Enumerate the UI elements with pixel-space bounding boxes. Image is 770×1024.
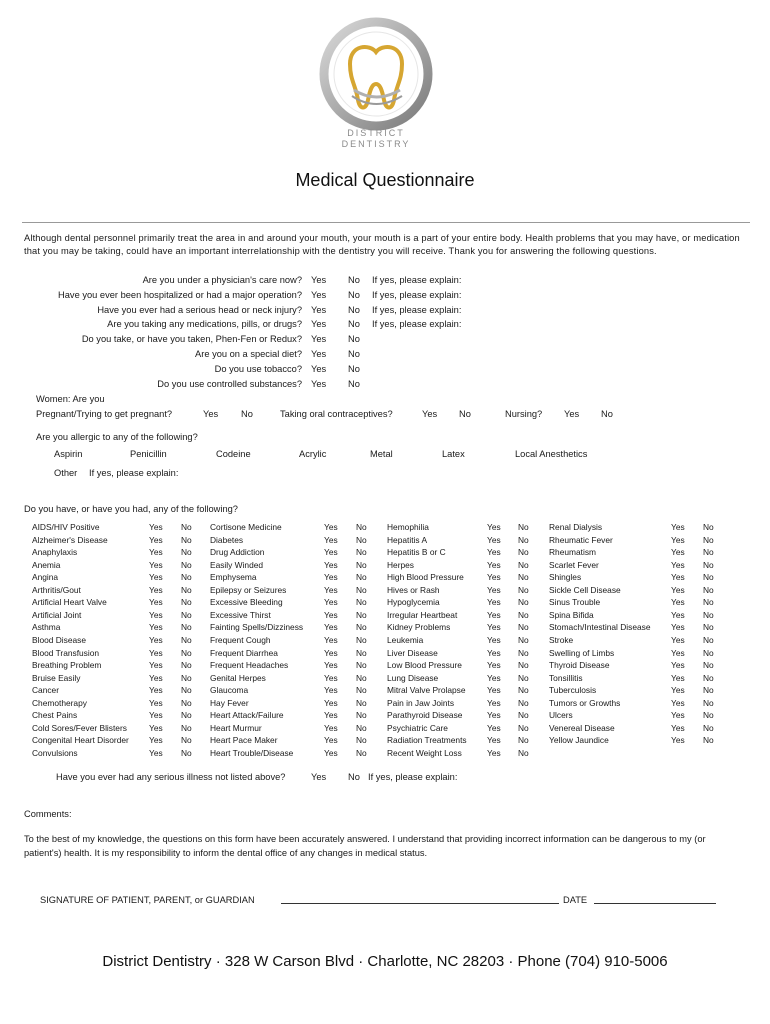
condition-yes[interactable]: Yes bbox=[671, 534, 685, 545]
condition-yes[interactable]: Yes bbox=[149, 522, 163, 532]
condition-no[interactable]: No bbox=[518, 672, 529, 683]
condition-item: Cold Sores/Fever Blisters bbox=[32, 722, 127, 733]
condition-yes[interactable]: Yes bbox=[671, 685, 685, 696]
condition-item: Diabetes bbox=[210, 534, 244, 545]
page-title: Medical Questionnaire bbox=[295, 170, 475, 190]
question-explain: If yes, please explain: bbox=[372, 289, 462, 300]
question-explain: If yes, please explain: bbox=[372, 319, 462, 330]
women-contraceptives-no[interactable]: No bbox=[459, 409, 471, 419]
condition-item: Hives or Rash bbox=[387, 584, 440, 595]
allergy-explain: If yes, please explain: bbox=[89, 468, 179, 478]
condition-item: Leukemia bbox=[387, 634, 424, 645]
condition-item: Recent Weight Loss bbox=[387, 747, 462, 758]
condition-no[interactable]: No bbox=[356, 597, 367, 608]
condition-yes[interactable]: Yes bbox=[487, 685, 501, 696]
condition-item: Blood Transfusion bbox=[32, 647, 100, 658]
condition-no[interactable]: No bbox=[518, 697, 529, 708]
allergies-heading: Are you allergic to any of the following? bbox=[36, 432, 198, 442]
condition-no[interactable]: No bbox=[518, 634, 529, 645]
condition-no[interactable]: No bbox=[181, 722, 192, 733]
condition-yes[interactable]: Yes bbox=[149, 747, 163, 758]
condition-no[interactable]: No bbox=[518, 710, 529, 721]
question-yes[interactable]: Yes bbox=[311, 349, 327, 359]
condition-yes[interactable]: Yes bbox=[149, 647, 163, 658]
condition-no[interactable]: No bbox=[703, 597, 714, 608]
condition-yes[interactable]: Yes bbox=[487, 572, 501, 583]
date-line[interactable] bbox=[594, 903, 716, 904]
condition-no[interactable]: No bbox=[356, 735, 367, 746]
conditions-heading: Do you have, or have you had, any of the following? bbox=[24, 504, 238, 514]
condition-no[interactable]: No bbox=[356, 534, 367, 545]
condition-yes[interactable]: Yes bbox=[324, 722, 338, 733]
allergy-item[interactable]: Metal bbox=[370, 449, 393, 459]
condition-item: Easily Winded bbox=[210, 559, 264, 570]
condition-no[interactable]: No bbox=[703, 534, 714, 545]
condition-no[interactable]: No bbox=[356, 522, 367, 532]
condition-no[interactable]: No bbox=[703, 522, 714, 532]
condition-item: Irregular Heartbeat bbox=[387, 609, 458, 620]
condition-yes[interactable]: Yes bbox=[671, 722, 685, 733]
condition-item: Ulcers bbox=[549, 710, 573, 721]
condition-yes[interactable]: Yes bbox=[487, 634, 501, 645]
women-pregnant-no[interactable]: No bbox=[241, 409, 253, 419]
serious-illness-no[interactable]: No bbox=[348, 772, 360, 782]
condition-item: Arthritis/Gout bbox=[32, 584, 81, 595]
condition-no[interactable]: No bbox=[703, 622, 714, 633]
question-no[interactable]: No bbox=[348, 289, 360, 300]
condition-item: Asthma bbox=[32, 622, 61, 633]
condition-no[interactable]: No bbox=[518, 747, 529, 758]
condition-item: Anemia bbox=[32, 559, 61, 570]
condition-no[interactable]: No bbox=[356, 609, 367, 620]
allergy-item[interactable]: Codeine bbox=[216, 449, 251, 459]
question-yes[interactable]: Yes bbox=[311, 378, 327, 389]
condition-no[interactable]: No bbox=[518, 609, 529, 620]
allergy-other[interactable]: Other bbox=[54, 468, 78, 478]
condition-yes[interactable]: Yes bbox=[324, 710, 338, 721]
condition-yes[interactable]: Yes bbox=[324, 572, 338, 583]
condition-yes[interactable]: Yes bbox=[149, 559, 163, 570]
women-pregnant-yes[interactable]: Yes bbox=[203, 409, 219, 419]
condition-item: Psychiatric Care bbox=[387, 722, 448, 733]
condition-item: Chest Pains bbox=[32, 710, 78, 721]
condition-yes[interactable]: Yes bbox=[487, 747, 501, 758]
condition-item: Pain in Jaw Joints bbox=[387, 697, 455, 708]
condition-yes[interactable]: Yes bbox=[324, 660, 338, 671]
condition-no[interactable]: No bbox=[356, 660, 367, 671]
condition-yes[interactable]: Yes bbox=[324, 522, 338, 532]
condition-item: Sinus Trouble bbox=[549, 597, 601, 608]
condition-item: Yellow Jaundice bbox=[549, 735, 609, 746]
condition-no[interactable]: No bbox=[703, 735, 714, 746]
condition-no[interactable]: No bbox=[356, 584, 367, 595]
women-heading: Women: Are you bbox=[36, 394, 105, 404]
condition-yes[interactable]: Yes bbox=[671, 647, 685, 658]
question-no[interactable]: No bbox=[348, 319, 360, 330]
condition-no[interactable]: No bbox=[518, 559, 529, 570]
condition-no[interactable]: No bbox=[518, 722, 529, 733]
question-no[interactable]: No bbox=[348, 304, 360, 315]
allergy-item[interactable]: Latex bbox=[442, 449, 465, 459]
condition-yes[interactable]: Yes bbox=[149, 672, 163, 683]
condition-no[interactable]: No bbox=[518, 735, 529, 746]
condition-yes[interactable]: Yes bbox=[671, 522, 685, 532]
condition-yes[interactable]: Yes bbox=[324, 534, 338, 545]
condition-no[interactable]: No bbox=[181, 697, 192, 708]
women-contraceptives-yes[interactable]: Yes bbox=[422, 409, 438, 419]
condition-no[interactable]: No bbox=[356, 747, 367, 758]
condition-item: Frequent Cough bbox=[210, 634, 271, 645]
tooth-logo-icon bbox=[310, 16, 442, 134]
condition-item: Artificial Heart Valve bbox=[32, 597, 107, 608]
condition-yes[interactable]: Yes bbox=[671, 697, 685, 708]
condition-yes[interactable]: Yes bbox=[324, 622, 338, 633]
condition-item: Hay Fever bbox=[210, 697, 249, 708]
question-text: Do you use tobacco? bbox=[214, 363, 302, 374]
question-no[interactable]: No bbox=[348, 275, 360, 285]
condition-no[interactable]: No bbox=[356, 647, 367, 658]
condition-no[interactable]: No bbox=[356, 634, 367, 645]
question-explain: If yes, please explain: bbox=[372, 275, 462, 285]
question-no[interactable]: No bbox=[348, 363, 360, 374]
question-text: Do you use controlled substances? bbox=[157, 378, 302, 389]
condition-yes[interactable]: Yes bbox=[671, 622, 685, 633]
allergy-item[interactable]: Aspirin bbox=[54, 449, 83, 459]
condition-yes[interactable]: Yes bbox=[487, 710, 501, 721]
question-text: Do you take, or have you taken, Phen-Fen or Redux? bbox=[81, 334, 302, 345]
condition-no[interactable]: No bbox=[356, 685, 367, 696]
condition-item: Chemotherapy bbox=[32, 697, 87, 708]
condition-item: Kidney Problems bbox=[387, 622, 451, 633]
question-yes[interactable]: Yes bbox=[311, 319, 327, 330]
condition-item: Liver Disease bbox=[387, 647, 438, 658]
condition-yes[interactable]: Yes bbox=[671, 597, 685, 608]
condition-no[interactable]: No bbox=[181, 597, 192, 608]
condition-yes[interactable]: Yes bbox=[671, 672, 685, 683]
condition-yes[interactable]: Yes bbox=[671, 559, 685, 570]
condition-no[interactable]: No bbox=[518, 597, 529, 608]
condition-item: Low Blood Pressure bbox=[387, 660, 462, 671]
condition-yes[interactable]: Yes bbox=[487, 622, 501, 633]
condition-yes[interactable]: Yes bbox=[149, 534, 163, 545]
condition-item: Shingles bbox=[549, 572, 582, 583]
condition-yes[interactable]: Yes bbox=[149, 634, 163, 645]
condition-item: Heart Murmur bbox=[210, 722, 262, 733]
condition-item: Thyroid Disease bbox=[549, 660, 610, 671]
condition-yes[interactable]: Yes bbox=[487, 609, 501, 620]
signature-label: SIGNATURE OF PATIENT, PARENT, or GUARDIAN bbox=[40, 895, 255, 905]
condition-yes[interactable]: Yes bbox=[324, 559, 338, 570]
condition-item: Fainting Spells/Dizziness bbox=[210, 622, 304, 633]
condition-yes[interactable]: Yes bbox=[149, 547, 163, 558]
condition-no[interactable]: No bbox=[518, 584, 529, 595]
condition-yes[interactable]: Yes bbox=[671, 634, 685, 645]
condition-item: Anaphylaxis bbox=[32, 547, 78, 558]
question-yes[interactable]: Yes bbox=[311, 275, 327, 285]
condition-no[interactable]: No bbox=[181, 735, 192, 746]
condition-item: AIDS/HIV Positive bbox=[32, 522, 100, 532]
condition-no[interactable]: No bbox=[181, 547, 192, 558]
condition-no[interactable]: No bbox=[518, 685, 529, 696]
condition-no[interactable]: No bbox=[181, 747, 192, 758]
condition-item: Frequent Diarrhea bbox=[210, 647, 278, 658]
condition-no[interactable]: No bbox=[518, 647, 529, 658]
condition-no[interactable]: No bbox=[181, 710, 192, 721]
condition-no[interactable]: No bbox=[356, 697, 367, 708]
condition-item: Emphysema bbox=[210, 572, 257, 583]
condition-yes[interactable]: Yes bbox=[149, 609, 163, 620]
condition-no[interactable]: No bbox=[181, 622, 192, 633]
women-contraceptives-question: Taking oral contraceptives? bbox=[280, 409, 393, 419]
condition-yes[interactable]: Yes bbox=[324, 735, 338, 746]
condition-yes[interactable]: Yes bbox=[324, 685, 338, 696]
condition-no[interactable]: No bbox=[703, 672, 714, 683]
intro-text: Although dental personnel primarily treat the area in and around your mouth, your mouth is a part of your entire body. Health problems that you may have, or medication that you may be taking, could have an important interrelationship with the dentistry you will receive. Thank you for answering the following questions. bbox=[24, 233, 740, 256]
condition-no[interactable]: No bbox=[518, 534, 529, 545]
condition-item: Hepatitis A bbox=[387, 534, 428, 545]
condition-no[interactable]: No bbox=[181, 647, 192, 658]
allergy-item[interactable]: Penicillin bbox=[130, 449, 167, 459]
condition-yes[interactable]: Yes bbox=[149, 597, 163, 608]
divider bbox=[22, 222, 750, 223]
condition-yes[interactable]: Yes bbox=[324, 584, 338, 595]
condition-no[interactable]: No bbox=[181, 522, 192, 532]
women-nursing-question: Nursing? bbox=[505, 409, 543, 419]
condition-no[interactable]: No bbox=[356, 722, 367, 733]
condition-item: Herpes bbox=[387, 559, 414, 570]
footer-address: District Dentistry · 328 W Carson Blvd · Charlotte, NC 28203 · Phone (704) 910-5006 bbox=[102, 953, 668, 970]
condition-no[interactable]: No bbox=[181, 609, 192, 620]
condition-item: Epilepsy or Seizures bbox=[210, 584, 287, 595]
question-no[interactable]: No bbox=[348, 378, 360, 389]
condition-no[interactable]: No bbox=[703, 559, 714, 570]
condition-no[interactable]: No bbox=[181, 534, 192, 545]
condition-yes[interactable]: Yes bbox=[671, 547, 685, 558]
condition-no[interactable]: No bbox=[518, 622, 529, 633]
condition-item: Blood Disease bbox=[32, 634, 87, 645]
condition-item: Tonsillitis bbox=[549, 672, 583, 683]
date-label: DATE bbox=[563, 895, 588, 905]
condition-item: Breathing Problem bbox=[32, 660, 102, 671]
condition-yes[interactable]: Yes bbox=[324, 634, 338, 645]
condition-no[interactable]: No bbox=[356, 547, 367, 558]
question-text: Are you under a physician's care now? bbox=[142, 275, 302, 285]
condition-yes[interactable]: Yes bbox=[487, 735, 501, 746]
condition-item: Swelling of Limbs bbox=[549, 647, 615, 658]
condition-no[interactable]: No bbox=[356, 572, 367, 583]
condition-yes[interactable]: Yes bbox=[487, 722, 501, 733]
condition-yes[interactable]: Yes bbox=[487, 597, 501, 608]
condition-item: Excessive Bleeding bbox=[210, 597, 283, 608]
condition-no[interactable]: No bbox=[356, 672, 367, 683]
condition-yes[interactable]: Yes bbox=[487, 647, 501, 658]
condition-yes[interactable]: Yes bbox=[324, 697, 338, 708]
comments-label: Comments: bbox=[24, 809, 72, 819]
condition-item: Heart Attack/Failure bbox=[210, 710, 284, 721]
statement-text: To the best of my knowledge, the questions on this form have been accurately answered. I understand that providing incorrect information can be dangerous to my (or patient's) health. It is my responsibility to inform the dental office of any changes in medical status. bbox=[24, 834, 706, 858]
condition-no[interactable]: No bbox=[181, 559, 192, 570]
condition-no[interactable]: No bbox=[703, 710, 714, 721]
question-explain: If yes, please explain: bbox=[372, 304, 462, 315]
condition-yes[interactable]: Yes bbox=[149, 622, 163, 633]
condition-item: Hepatitis B or C bbox=[387, 547, 446, 558]
condition-yes[interactable]: Yes bbox=[149, 584, 163, 595]
condition-no[interactable]: No bbox=[518, 547, 529, 558]
question-text: Have you ever been hospitalized or had a major operation? bbox=[58, 289, 302, 300]
condition-no[interactable]: No bbox=[518, 660, 529, 671]
serious-illness-yes[interactable]: Yes bbox=[311, 772, 327, 782]
condition-item: Hypoglycemia bbox=[387, 597, 440, 608]
question-yes[interactable]: Yes bbox=[311, 289, 327, 300]
women-nursing-no[interactable]: No bbox=[601, 409, 613, 419]
condition-item: Renal Dialysis bbox=[549, 522, 603, 532]
condition-item: Scarlet Fever bbox=[549, 559, 599, 570]
condition-item: Drug Addiction bbox=[210, 547, 265, 558]
question-yes[interactable]: Yes bbox=[311, 363, 327, 374]
question-yes[interactable]: Yes bbox=[311, 304, 327, 315]
condition-item: Hemophilia bbox=[387, 522, 429, 532]
condition-item: Heart Pace Maker bbox=[210, 735, 278, 746]
condition-no[interactable]: No bbox=[703, 647, 714, 658]
serious-illness-question: Have you ever had any serious illness not listed above? bbox=[56, 772, 286, 782]
condition-item: Genital Herpes bbox=[210, 672, 266, 683]
condition-no[interactable]: No bbox=[181, 660, 192, 671]
condition-item: Tumors or Growths bbox=[549, 697, 621, 708]
question-no[interactable]: No bbox=[348, 349, 360, 359]
women-pregnant-question: Pregnant/Trying to get pregnant? bbox=[36, 409, 173, 419]
condition-yes[interactable]: Yes bbox=[324, 547, 338, 558]
condition-yes[interactable]: Yes bbox=[671, 710, 685, 721]
condition-no[interactable]: No bbox=[181, 672, 192, 683]
condition-yes[interactable]: Yes bbox=[487, 697, 501, 708]
condition-no[interactable]: No bbox=[703, 572, 714, 583]
condition-item: Heart Trouble/Disease bbox=[210, 747, 294, 758]
condition-item: Mitral Valve Prolapse bbox=[387, 685, 466, 696]
condition-item: Lung Disease bbox=[387, 672, 439, 683]
condition-no[interactable]: No bbox=[703, 584, 714, 595]
condition-item: Cortisone Medicine bbox=[210, 522, 282, 532]
condition-yes[interactable]: Yes bbox=[487, 584, 501, 595]
question-text: Have you ever had a serious head or neck injury? bbox=[97, 304, 302, 315]
allergy-item[interactable]: Local Anesthetics bbox=[515, 449, 588, 459]
condition-item: Congenital Heart Disorder bbox=[32, 735, 129, 746]
condition-yes[interactable]: Yes bbox=[487, 547, 501, 558]
condition-item: Angina bbox=[32, 572, 59, 583]
condition-yes[interactable]: Yes bbox=[671, 735, 685, 746]
condition-no[interactable]: No bbox=[356, 710, 367, 721]
condition-no[interactable]: No bbox=[181, 634, 192, 645]
condition-yes[interactable]: Yes bbox=[149, 697, 163, 708]
condition-item: Frequent Headaches bbox=[210, 660, 289, 671]
condition-item: Radiation Treatments bbox=[387, 735, 467, 746]
condition-yes[interactable]: Yes bbox=[487, 660, 501, 671]
condition-no[interactable]: No bbox=[703, 609, 714, 620]
condition-item: Venereal Disease bbox=[549, 722, 615, 733]
condition-no[interactable]: No bbox=[181, 584, 192, 595]
condition-no[interactable]: No bbox=[703, 697, 714, 708]
condition-yes[interactable]: Yes bbox=[671, 609, 685, 620]
condition-yes[interactable]: Yes bbox=[671, 572, 685, 583]
allergy-item[interactable]: Acrylic bbox=[299, 449, 327, 459]
condition-yes[interactable]: Yes bbox=[324, 747, 338, 758]
condition-item: Alzheimer's Disease bbox=[32, 534, 108, 545]
condition-item: Rheumatism bbox=[549, 547, 597, 558]
condition-item: Artificial Joint bbox=[32, 609, 82, 620]
question-text: Are you on a special diet? bbox=[195, 349, 302, 359]
signature-line[interactable] bbox=[281, 903, 559, 904]
condition-item: Stroke bbox=[549, 634, 574, 645]
condition-yes[interactable]: Yes bbox=[149, 735, 163, 746]
condition-no[interactable]: No bbox=[703, 685, 714, 696]
condition-no[interactable]: No bbox=[703, 660, 714, 671]
condition-yes[interactable]: Yes bbox=[487, 534, 501, 545]
condition-no[interactable]: No bbox=[356, 559, 367, 570]
condition-item: Cancer bbox=[32, 685, 59, 696]
condition-yes[interactable]: Yes bbox=[149, 722, 163, 733]
condition-yes[interactable]: Yes bbox=[149, 710, 163, 721]
brand-line-2: DENTISTRY bbox=[341, 139, 411, 149]
condition-item: Parathyroid Disease bbox=[387, 710, 463, 721]
condition-no[interactable]: No bbox=[518, 522, 529, 532]
condition-item: Glaucoma bbox=[210, 685, 249, 696]
condition-no[interactable]: No bbox=[703, 547, 714, 558]
condition-item: Tuberculosis bbox=[549, 685, 597, 696]
condition-yes[interactable]: Yes bbox=[671, 660, 685, 671]
brand-name bbox=[300, 128, 452, 150]
condition-item: High Blood Pressure bbox=[387, 572, 464, 583]
condition-item: Excessive Thirst bbox=[210, 609, 271, 620]
condition-yes[interactable]: Yes bbox=[487, 522, 501, 532]
question-text: Are you taking any medications, pills, or drugs? bbox=[107, 319, 302, 330]
brand-line-1: DISTRICT bbox=[347, 128, 405, 138]
condition-yes[interactable]: Yes bbox=[324, 647, 338, 658]
question-yes[interactable]: Yes bbox=[311, 334, 327, 345]
condition-item: Spina Bifida bbox=[549, 609, 594, 620]
condition-yes[interactable]: Yes bbox=[487, 672, 501, 683]
serious-illness-explain: If yes, please explain: bbox=[368, 772, 458, 782]
condition-yes[interactable]: Yes bbox=[149, 685, 163, 696]
condition-yes[interactable]: Yes bbox=[149, 572, 163, 583]
condition-yes[interactable]: Yes bbox=[324, 672, 338, 683]
condition-no[interactable]: No bbox=[703, 722, 714, 733]
condition-no[interactable]: No bbox=[356, 622, 367, 633]
condition-no[interactable]: No bbox=[181, 685, 192, 696]
condition-yes[interactable]: Yes bbox=[487, 559, 501, 570]
question-no[interactable]: No bbox=[348, 334, 360, 345]
condition-no[interactable]: No bbox=[703, 634, 714, 645]
condition-yes[interactable]: Yes bbox=[324, 609, 338, 620]
women-nursing-yes[interactable]: Yes bbox=[564, 409, 580, 419]
condition-yes[interactable]: Yes bbox=[149, 660, 163, 671]
condition-item: Bruise Easily bbox=[32, 672, 81, 683]
condition-yes[interactable]: Yes bbox=[671, 584, 685, 595]
condition-item: Stomach/Intestinal Disease bbox=[549, 622, 651, 633]
condition-item: Sickle Cell Disease bbox=[549, 584, 621, 595]
condition-item: Rheumatic Fever bbox=[549, 534, 613, 545]
condition-no[interactable]: No bbox=[518, 572, 529, 583]
condition-item: Convulsions bbox=[32, 747, 78, 758]
condition-no[interactable]: No bbox=[181, 572, 192, 583]
condition-yes[interactable]: Yes bbox=[324, 597, 338, 608]
